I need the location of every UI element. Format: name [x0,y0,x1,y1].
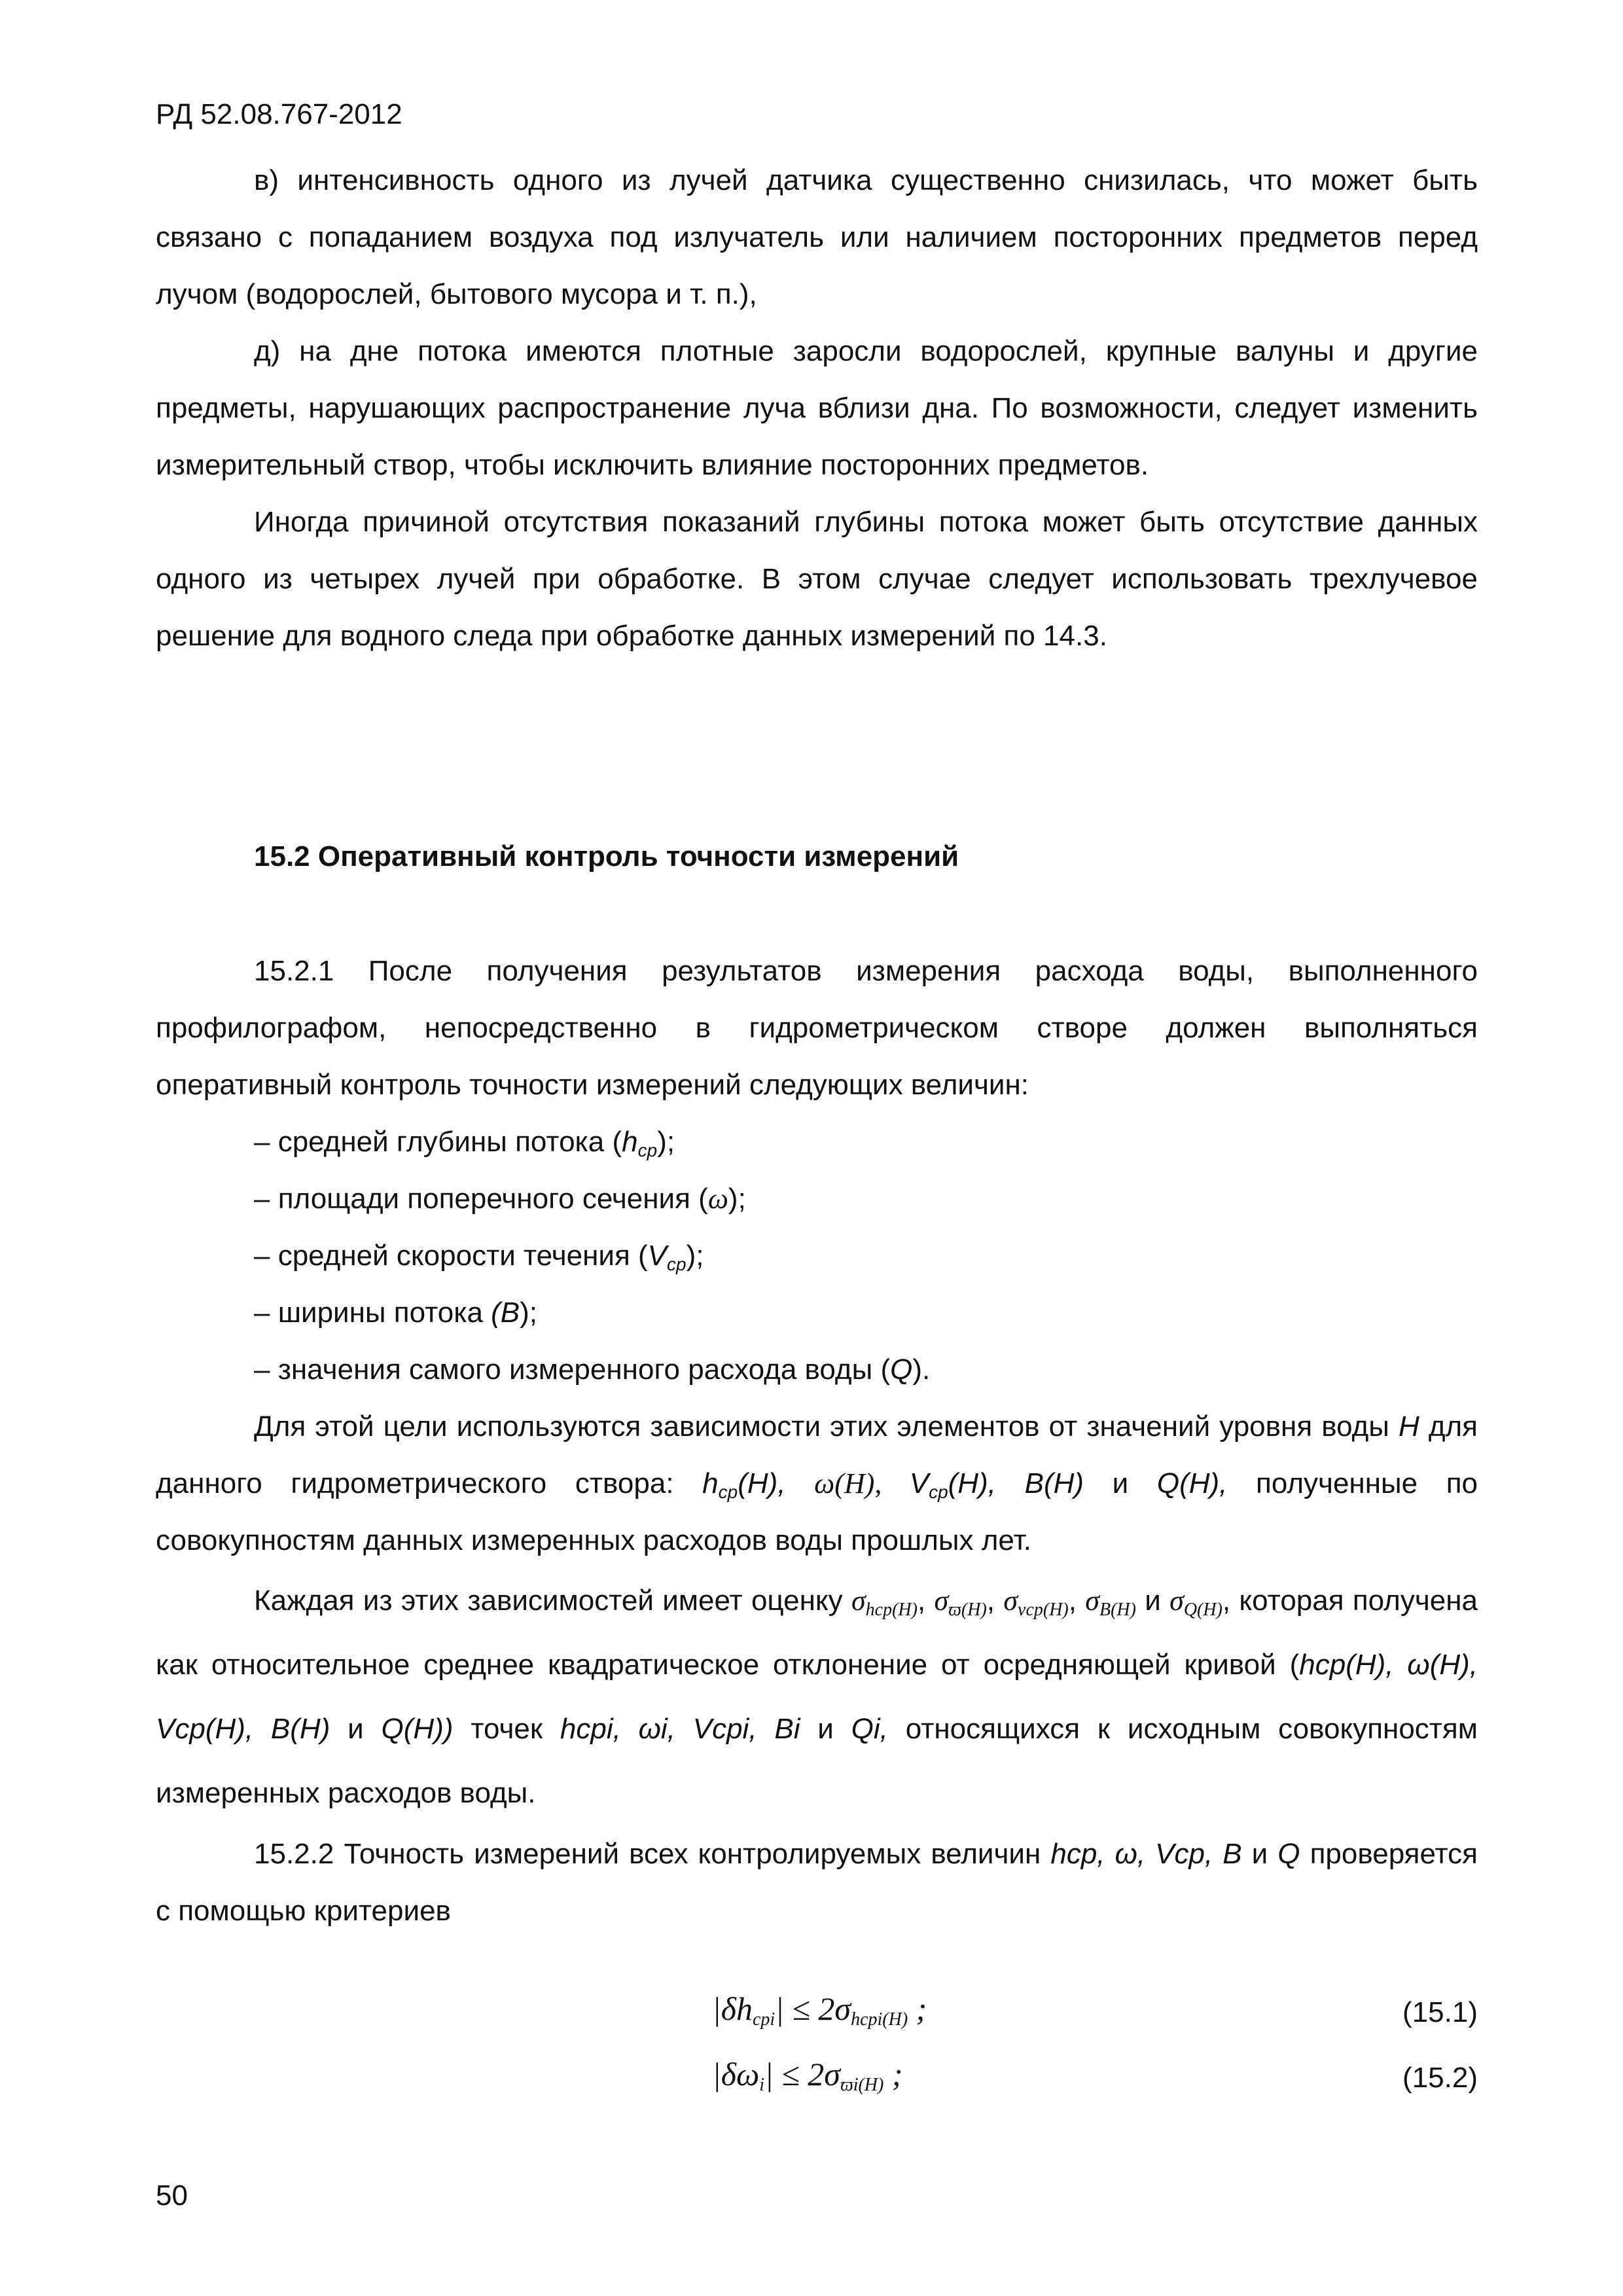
formula-expression: $|\delta\omega_i| \le 2\sigma_{ϖi(H)}$ ; [712,2056,903,2095]
formula-expression: $|\delta h_{срi}| \le 2\sigma_{hсрi(H)}$ ; [712,1990,927,2030]
text-block-2 [156,942,1478,1939]
page-number: 50 [156,2179,188,2212]
paragraph-d: д) на дне потока имеются плотные заросли водорослей, крупные валуны и другие предметы, нарушающих распространение луча вблизи дна. По возможности, следует изменить измерительный створ, чтобы исключить влияние посторонних предметов. [156,335,1478,481]
list-item: – средней скорости течения $(V_{ср})$; [254,1240,704,1274]
list-item: – средней глубины потока $(h_{ср})$; [254,1126,675,1160]
formula-number: (15.1) [1402,1996,1478,2028]
paragraph-estimates: Каждая из этих зависимостей имеет оценку $\sigma_{hср(H)}$, $\sigma_{ϖ(H)}$, $\sigma_{vср(H)}$, $\sigma_{B(H)}$ и $\sigma_{Q(H)}$, которая получена как относительное среднее квадратическое отклонение от осредняющей кривой (hср(H), ω(H), Vср(H), B(H) и Q(H)) точек hсрi, ωi, Vсрi, Bi и Qi, относящихся к исходным совокупностям измеренных расходов воды. [156,1585,1478,1809]
paragraph-15-2-1: 15.2.1 После получения результатов измерения расхода воды, выполненного профилографом, непосредственно в гидрометрическом створе должен выполняться оперативный контроль точности измерений следующих величин: [156,955,1478,1101]
list-item: – площади поперечного сечения (ω); [254,1183,746,1215]
text-block-1 [156,152,1478,664]
formula-15-2 [156,2055,1478,2112]
section-heading-block [156,828,1478,885]
paragraph-dependencies: Для этой цели используются зависимости этих элементов от значений уровня воды H для данного гидрометрического створа: $h_{ср}(H)$, ω(H), $V_{ср}(H)$, B(H) и Q(H), полученные по совокупностям данных измеренных расходов воды прошлых лет. [156,1410,1478,1556]
document-code-header: РД 52.08.767-2012 [156,98,402,130]
formula-number: (15.2) [1402,2062,1478,2094]
list-item: – ширины потока (B); [254,1297,538,1329]
list-item: – значения самого измеренного расхода воды (Q). [254,1354,931,1386]
paragraph-no-depth: Иногда причиной отсутствия показаний глубины потока может быть отсутствие данных одного из четырех лучей при обработке. В этом случае следует использовать трехлучевое решение для водного следа при обработке данных измерений по 14.3. [156,506,1478,652]
paragraph-15-2-2: 15.2.2 Точность измерений всех контролируемых величин hср, ω, Vср, B и Q проверяется с помощью критериев [156,1838,1478,1927]
section-heading: 15.2 Оперативный контроль точности измерений [254,840,959,872]
paragraph-v: в) интенсивность одного из лучей датчика существенно снизилась, что может быть связано с попаданием воздуха под излучатель или наличием посторонних предметов перед лучом (водорослей, бытового мусора и т. п.), [156,164,1478,310]
formula-15-1 [156,1990,1478,2047]
